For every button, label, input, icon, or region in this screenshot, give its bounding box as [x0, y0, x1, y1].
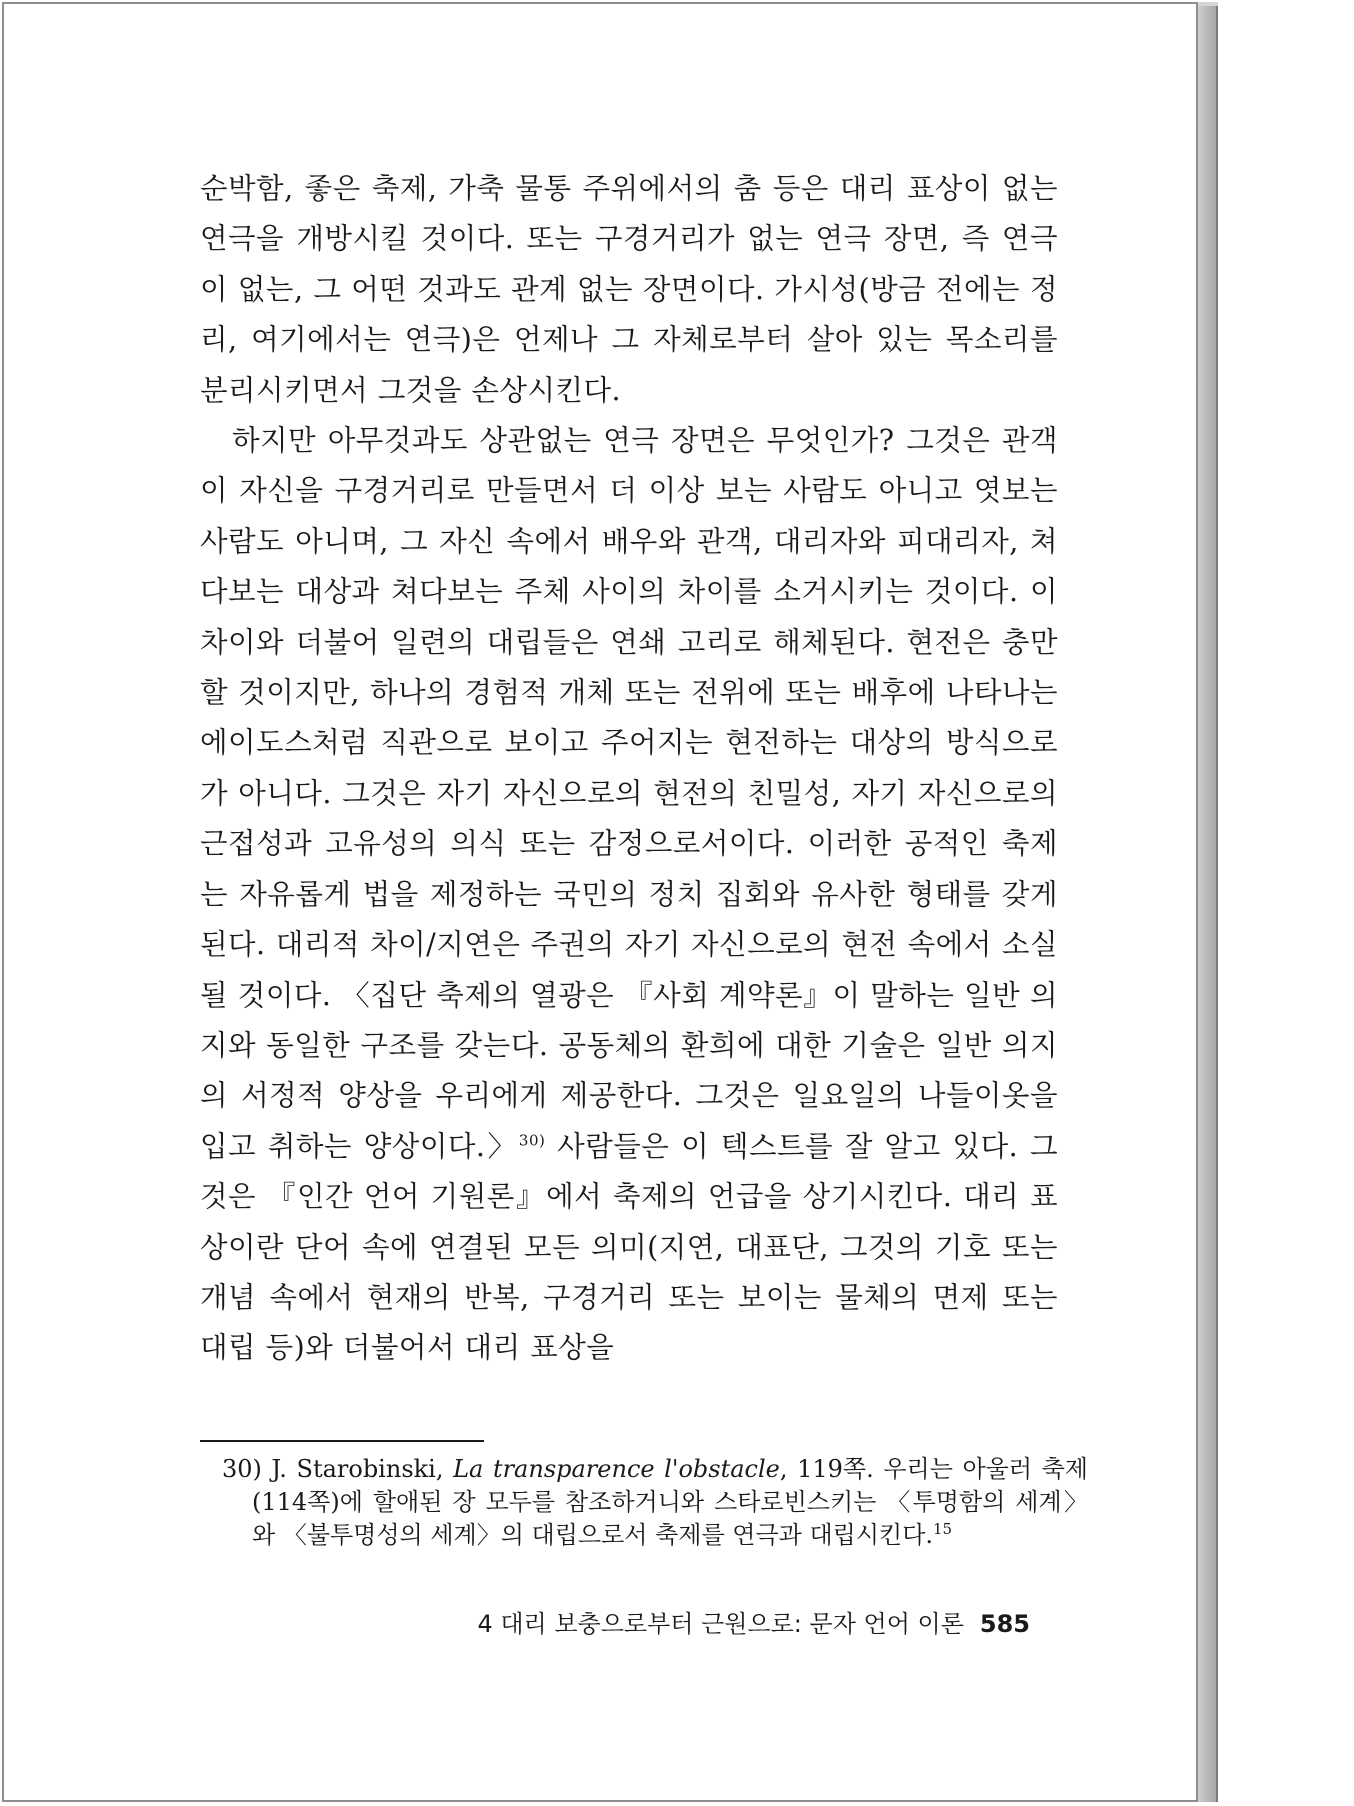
footnote-divider [200, 1440, 484, 1442]
paragraph-2-text: 하지만 아무것과도 상관없는 연극 장면은 무엇인가? 그것은 관객이 자신을 구경거리로 만들면서 더 이상 보는 사람도 아니고 엿보는 사람도 아니며, 그 자신 속에서 배우와 관객, 대리자와 피대리자, 쳐다보는 대상과 쳐다보는 주체 사이의 차이를 소거시키는 것이다. 이 차이와 더불어 일련의 대립들은 연쇄 고리로 해체된다. 현전은 충만할 것이지만, 하나의 경험적 개체 또는 전위에 또는 배후에 나타나는 에이도스처럼 직관으로 보이고 주어지는 현전하는 대상의 방식으로가 아니다. 그것은 자기 자신으로의 현전의 친밀성, 자기 자신으로의 근접성과 고유성의 의식 또는 감정으로서이다. 이러한 공적인 축제는 자유롭게 법을 제정하는 국민의 정치 집회와 유사한 형태를 갖게 된다. 대리적 차이/지연은 주권의 자기 자신으로의 현전 속에서 소실될 것이다. 〈집단 축제의 열광은 『사회 계약론』이 말하는 일반 의지와 동일한 구조를 갖는다. 공동체의 환희에 대한 기술은 일반 의지의 서정적 양상을 우리에게 제공한다. 그것은 일요일의 나들이옷을 입고 취하는 양상이다.〉 [200, 424, 1058, 1163]
body-text [200, 164, 1058, 1374]
footnote-text: , 119쪽. 우리는 아울러 축제(114쪽)에 할애된 장 모두를 참조하거니와 스타로빈스키는 〈투명함의 세계〉와 〈불투명성의 세계〉의 대립으로서 축제를 연극과 대립시킨다. [252, 1455, 1088, 1549]
chapter-title: 4 대리 보충으로부터 근원으로: 문자 언어 이론 [477, 1610, 964, 1638]
running-footer [200, 1604, 1030, 1639]
page-stack-edge [1198, 6, 1218, 1802]
footnote-number: 30) [222, 1455, 262, 1483]
paragraph-2-continued: 사람들은 이 텍스트를 잘 알고 있다. 그것은 『인간 언어 기원론』에서 축제의 언급을 상기시킨다. 대리 표상이란 단어 속에 연결된 모든 의미(지연, 대표단, 그것의 기호 또는 개념 속에서 현재의 반복, 구경거리 또는 보이는 물체의 면제 또는 대립 등)와 더불어서 대리 표상을 [200, 1129, 1058, 1365]
page-number: 585 [979, 1610, 1030, 1638]
footnote-superscript: 15 [933, 1520, 953, 1538]
paragraph-1: 순박함, 좋은 축제, 가축 물통 주위에서의 춤 등은 대리 표상이 없는 연극을 개방시킬 것이다. 또는 구경거리가 없는 연극 장면, 즉 연극이 없는, 그 어떤 것과도 관계 없는 장면이다. 가시성(방금 전에는 정리, 여기에서는 연극)은 언제나 그 자체로부터 살아 있는 목소리를 분리시키면서 그것을 손상시킨다. [200, 172, 1058, 407]
footnote [222, 1453, 1088, 1552]
footnote-reference: 30) [518, 1131, 546, 1150]
footnote-author: J. Starobinski, [271, 1455, 444, 1483]
paragraph-2 [200, 416, 1058, 1374]
footnote-title: La transparence l'obstacle [453, 1455, 780, 1483]
book-page [2, 2, 1198, 1802]
